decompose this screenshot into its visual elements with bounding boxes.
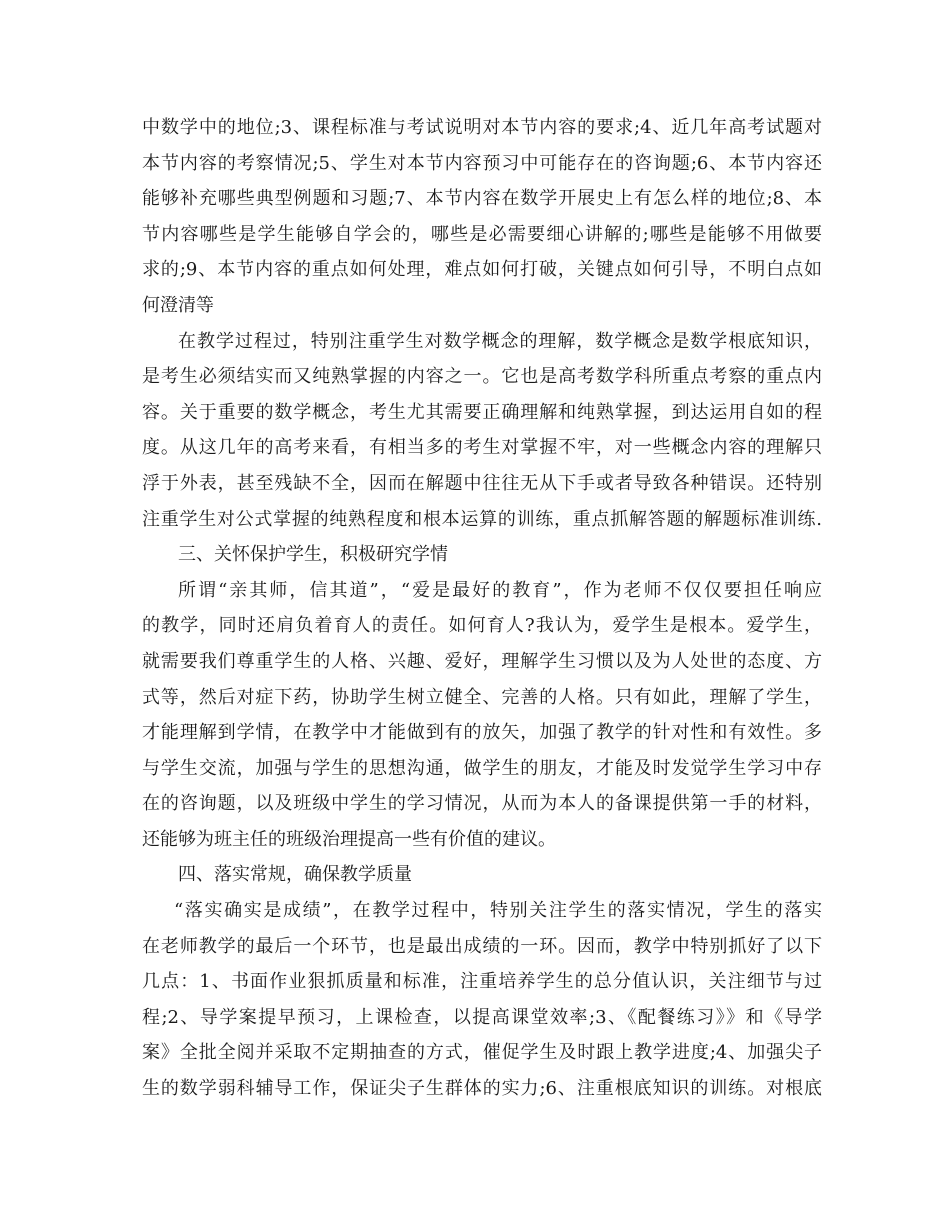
text-line: 在老师教学的最后一个环节，也是最出成绩的一环。因而，教学中特别抓好了以下 [142, 935, 822, 957]
text-line: 度。从这几年的高考来看，有相当多的考生对掌握不牢，对一些概念内容的理解只 [142, 437, 822, 459]
text-line: 容。关于重要的数学概念，考生尤其需要正确理解和纯熟掌握，到达运用自如的程 [142, 401, 822, 423]
text-line: 在教学过程过，特别注重学生对数学概念的理解，数学概念是数学根底知识， [178, 330, 822, 352]
text-line: 本节内容的考察情况;5、学生对本节内容预习中可能存在的咨询题;6、本节内容还 [142, 152, 822, 174]
text-line: “落实确实是成绩”，在教学过程中，特别关注学生的落实情况，学生的落实 [174, 900, 822, 922]
text-line: 程;2、导学案提早预习，上课检查，以提高课堂效率;3、《配餐练习》》和《导学 [142, 1006, 822, 1028]
text-line: 是考生必须结实而又纯熟掌握的内容之一。它也是高考数学科所重点考察的重点内 [142, 366, 822, 388]
text-line: 生的数学弱科辅导工作，保证尖子生群体的实力;6、注重根底知识的训练。对根底 [142, 1078, 822, 1100]
text-line: 与学生交流，加强与学生的思想沟通，做学生的朋友，才能及时发觉学生学习中存 [142, 757, 822, 779]
text-line: 才能理解到学情，在教学中才能做到有的放矢，加强了教学的针对性和有效性。多 [142, 722, 822, 744]
document-body [142, 110, 822, 1107]
text-line: 能够补充哪些典型例题和习题;7、本节内容在数学开展史上有怎么样的地位;8、本 [142, 188, 822, 210]
text-line: 浮于外表，甚至残缺不全，因而在解题中往往无从下手或者导致各种错误。还特别 [142, 472, 822, 494]
text-line: 中数学中的地位;3、课程标准与考试说明对本节内容的要求;4、近几年高考试题对 [142, 117, 822, 138]
text-line: 几点：1、书面作业狠抓质量和标准，注重培养学生的总分值认识，关注细节与过 [142, 971, 822, 993]
text-line: 何澄清等 [142, 294, 214, 316]
text-line: 三、关怀保护学生，积极研究学情 [178, 544, 448, 566]
text-line: 就需要我们尊重学生的人格、兴趣、爱好，理解学生习惯以及为人处世的态度、方 [142, 650, 822, 672]
text-line: 在的咨询题，以及班级中学生的学习情况，从而为本人的备课提供第一手的材料， [142, 793, 822, 815]
text-line: 求的;9、本节内容的重点如何处理，难点如何打破，关键点如何引导，不明白点如 [142, 259, 822, 281]
text-line: 的教学，同时还肩负着育人的责任。如何育人?我认为，爱学生是根本。爱学生， [142, 615, 822, 637]
text-line: 节内容哪些是学生能够自学会的，哪些是必需要细心讲解的;哪些是能够不用做要 [142, 223, 822, 245]
text-line: 注重学生对公式掌握的纯熟程度和根本运算的训练，重点抓解答题的解题标准训练. [142, 508, 822, 530]
text-line: 式等，然后对症下药，协助学生树立健全、完善的人格。只有如此，理解了学生， [142, 686, 822, 708]
text-line: 案》全批全阅并采取不定期抽查的方式，催促学生及时跟上教学进度;4、加强尖子 [142, 1042, 822, 1064]
text-line: 还能够为班主任的班级治理提高一些有价值的建议。 [142, 828, 556, 850]
text-line: 四、落实常规，确保教学质量 [178, 864, 412, 886]
text-line: 所谓“亲其师，信其道”，“爱是最好的教育”，作为老师不仅仅要担任响应 [178, 579, 822, 601]
